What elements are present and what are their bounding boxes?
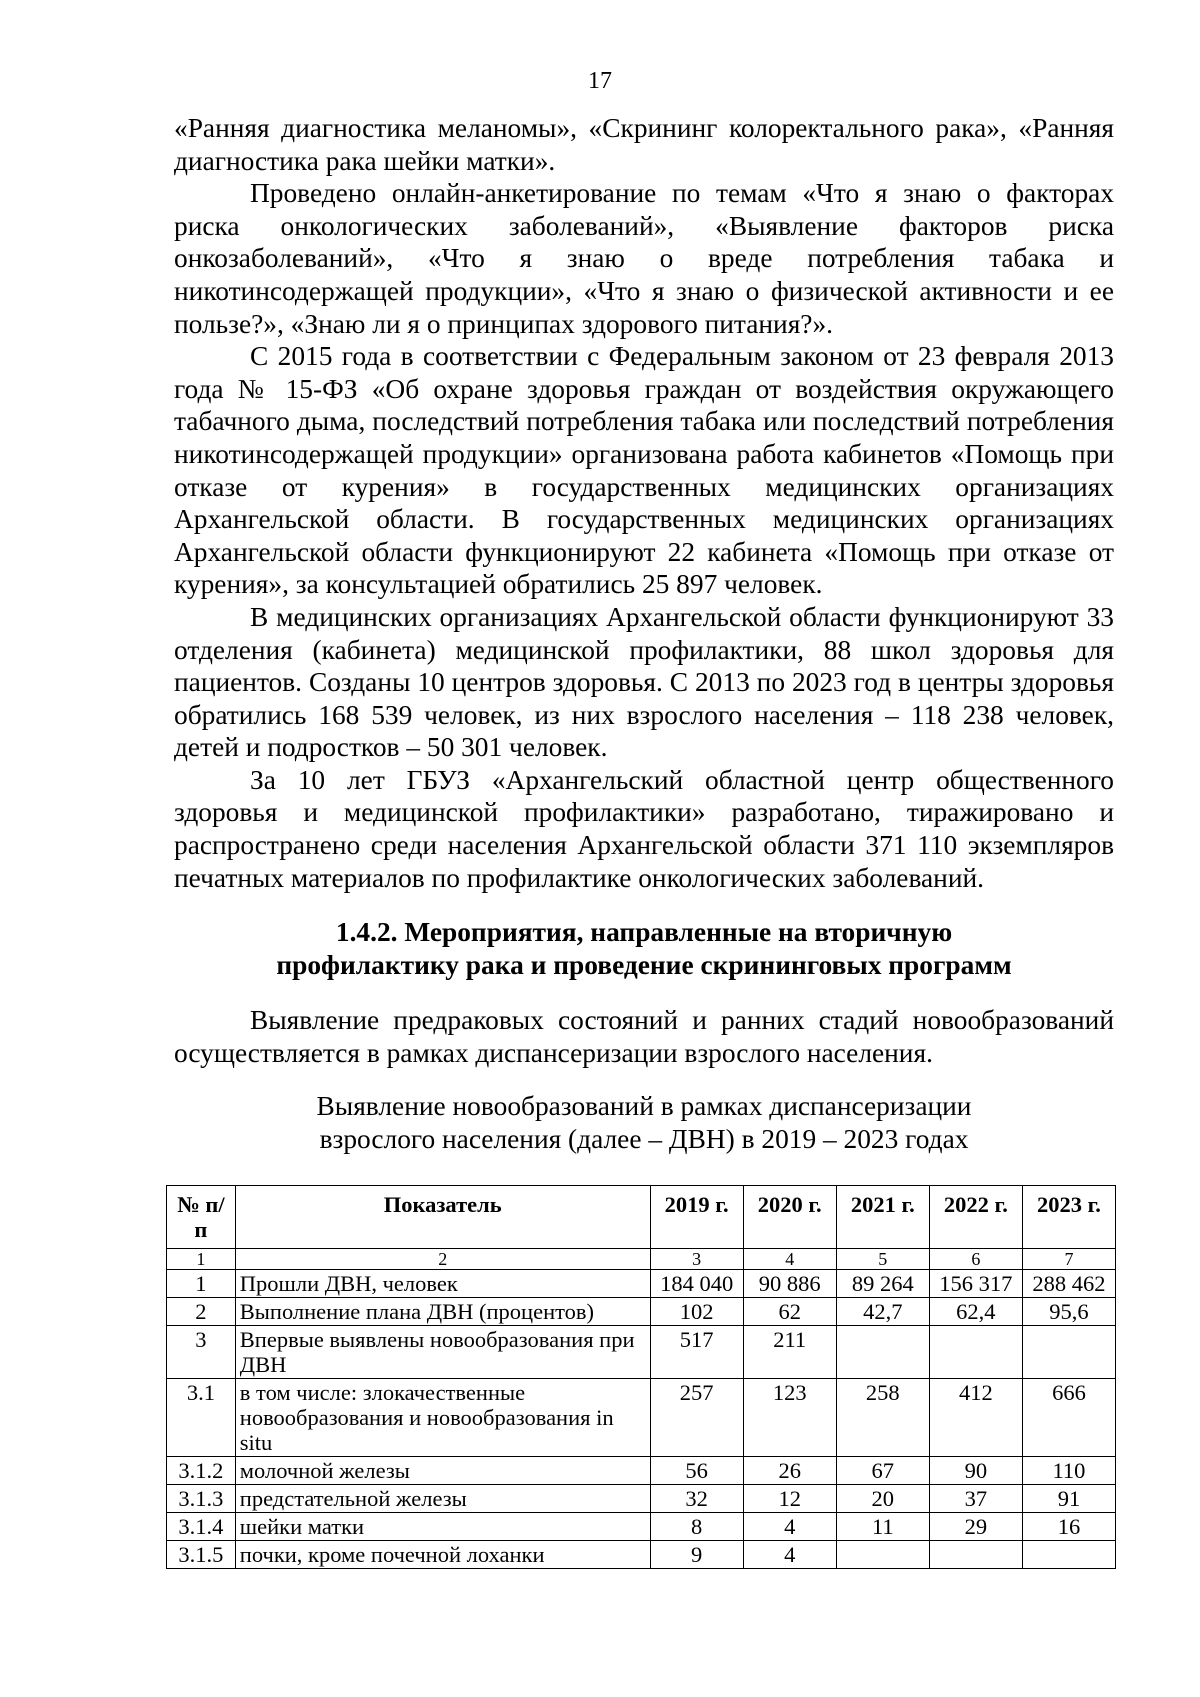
- row-indicator: почки, кроме почечной лоханки: [235, 1541, 650, 1569]
- row-indicator: шейки матки: [235, 1513, 650, 1541]
- header-2020: 2020 г.: [743, 1186, 836, 1249]
- cell-2020: 211: [743, 1326, 836, 1379]
- cell-2021: 20: [836, 1485, 929, 1513]
- cell-2020: 4: [743, 1513, 836, 1541]
- cell-2019: 257: [650, 1379, 743, 1457]
- row-indicator: предстательной железы: [235, 1485, 650, 1513]
- section-intro: Выявление предраковых состояний и ранних стадий новообразований осуществляется в рамках диспансеризации взрослого населения.: [174, 1005, 1114, 1068]
- cell-2019: 8: [650, 1513, 743, 1541]
- column-number: 7: [1022, 1249, 1115, 1270]
- row-num: 3.1.2: [167, 1457, 236, 1485]
- data-table: [166, 1185, 1116, 1569]
- row-indicator: Впервые выявлены новообразования при ДВН: [235, 1326, 650, 1379]
- cell-2022: 412: [929, 1379, 1022, 1457]
- cell-2019: 184 040: [650, 1270, 743, 1298]
- table-row: [167, 1379, 1116, 1457]
- table-row: [167, 1513, 1116, 1541]
- paragraph: Проведено онлайн-анкетирование по темам «Что я знаю о факторах риска онкологических заболеваний», «Выявление факторов риска онкозаболеваний», «Что я знаю о вреде потребления табака и никотинсодержащей продукции», «Что я знаю о физической активности и ее пользе?», «Знаю ли я о принципах здорового питания?».: [174, 178, 1114, 339]
- cell-2020: 4: [743, 1541, 836, 1569]
- cell-2023: [1022, 1541, 1115, 1569]
- cell-2023: 288 462: [1022, 1270, 1115, 1298]
- row-num: 3: [167, 1326, 236, 1379]
- table-caption-line: взрослого населения (далее – ДВН) в 2019 – 2023 годах: [319, 1124, 969, 1154]
- paragraph: В медицинских организациях Архангельской области функционируют 33 отделения (кабинета) медицинской профилактики, 88 школ здоровья для пациентов. Созданы 10 центров здоровья. С 2013 по 2023 год в центры здоровья обратились 168 539 человек, из них взрослого населения – 118 238 человек, детей и подростков – 50 301 человек.: [174, 601, 1114, 763]
- column-number: 5: [836, 1249, 929, 1270]
- cell-2023: 110: [1022, 1457, 1115, 1485]
- table-row: [167, 1457, 1116, 1485]
- cell-2020: 62: [743, 1298, 836, 1326]
- column-number: 2: [235, 1249, 650, 1270]
- cell-2020: 123: [743, 1379, 836, 1457]
- paragraph: С 2015 года в соответствии с Федеральным законом от 23 февраля 2013 года № 15-ФЗ «Об охране здоровья граждан от воздействия окружающего табачного дыма, последствий потребления табака или последствий потребления никотинсодержащей продукции» организована работа кабинетов «Помощь при отказе от курения» в государственных медицинских организациях Архангельской области. В государственных медицинских организациях Архангельской области функционируют 22 кабинета «Помощь при отказе от курения», за консультацией обратились 25 897 человек.: [174, 341, 1114, 600]
- column-number: 4: [743, 1249, 836, 1270]
- paragraph: За 10 лет ГБУЗ «Архангельский областной центр общественного здоровья и медицинской профилактики» разработано, тиражировано и распространено среди населения Архангельской области 371 110 экземпляров печатных материалов по профилактике онкологических заболеваний.: [174, 764, 1114, 893]
- cell-2019: 102: [650, 1298, 743, 1326]
- cell-2022: 90: [929, 1457, 1022, 1485]
- cell-2019: 32: [650, 1485, 743, 1513]
- cell-2023: [1022, 1326, 1115, 1379]
- row-indicator: молочной железы: [235, 1457, 650, 1485]
- cell-2023: 95,6: [1022, 1298, 1115, 1326]
- column-number-row: [167, 1249, 1116, 1270]
- paragraph: «Ранняя диагностика меланомы», «Скрининг колоректального рака», «Ранняя диагностика рака шейки матки».: [174, 113, 1114, 176]
- row-num: 3.1.4: [167, 1513, 236, 1541]
- cell-2020: 26: [743, 1457, 836, 1485]
- cell-2023: 666: [1022, 1379, 1115, 1457]
- column-number: 3: [650, 1249, 743, 1270]
- cell-2021: 89 264: [836, 1270, 929, 1298]
- cell-2019: 56: [650, 1457, 743, 1485]
- table-caption-line: Выявление новообразований в рамках диспансеризации: [316, 1091, 972, 1121]
- header-2019: 2019 г.: [650, 1186, 743, 1249]
- header-indicator: Показатель: [235, 1186, 650, 1249]
- table-header-row: [167, 1186, 1116, 1249]
- column-number: 1: [167, 1249, 236, 1270]
- cell-2022: 29: [929, 1513, 1022, 1541]
- row-num: 3.1.3: [167, 1485, 236, 1513]
- cell-2021: [836, 1326, 929, 1379]
- table-row: [167, 1485, 1116, 1513]
- cell-2021: 42,7: [836, 1298, 929, 1326]
- cell-2019: 9: [650, 1541, 743, 1569]
- table-caption: [174, 1090, 1114, 1156]
- cell-2021: [836, 1541, 929, 1569]
- section-heading-line: 1.4.2. Мероприятия, направленные на вторичную: [335, 917, 953, 947]
- cell-2021: 67: [836, 1457, 929, 1485]
- table-row: [167, 1298, 1116, 1326]
- header-2022: 2022 г.: [929, 1186, 1022, 1249]
- cell-2022: 37: [929, 1485, 1022, 1513]
- row-num: 3.1: [167, 1379, 236, 1457]
- header-2021: 2021 г.: [836, 1186, 929, 1249]
- table-row: [167, 1270, 1116, 1298]
- row-indicator: Выполнение плана ДВН (процентов): [235, 1298, 650, 1326]
- section-heading-line: профилактику рака и проведение скрининговых программ: [276, 950, 1012, 980]
- cell-2019: 517: [650, 1326, 743, 1379]
- cell-2022: 62,4: [929, 1298, 1022, 1326]
- header-num: № п/п: [167, 1186, 236, 1249]
- cell-2021: 258: [836, 1379, 929, 1457]
- cell-2023: 16: [1022, 1513, 1115, 1541]
- section-heading: [174, 916, 1114, 982]
- row-indicator: Прошли ДВН, человек: [235, 1270, 650, 1298]
- body-text: [174, 112, 1114, 894]
- table-row: [167, 1326, 1116, 1379]
- cell-2023: 91: [1022, 1485, 1115, 1513]
- page-number: 17: [588, 68, 612, 94]
- cell-2022: [929, 1326, 1022, 1379]
- cell-2022: 156 317: [929, 1270, 1022, 1298]
- cell-2021: 11: [836, 1513, 929, 1541]
- cell-2020: 12: [743, 1485, 836, 1513]
- cell-2020: 90 886: [743, 1270, 836, 1298]
- header-2023: 2023 г.: [1022, 1186, 1115, 1249]
- row-num: 2: [167, 1298, 236, 1326]
- column-number: 6: [929, 1249, 1022, 1270]
- row-num: 3.1.5: [167, 1541, 236, 1569]
- row-indicator: в том числе: злокачественные новообразования и новообразования in situ: [235, 1379, 650, 1457]
- table-row: [167, 1541, 1116, 1569]
- cell-2022: [929, 1541, 1022, 1569]
- row-num: 1: [167, 1270, 236, 1298]
